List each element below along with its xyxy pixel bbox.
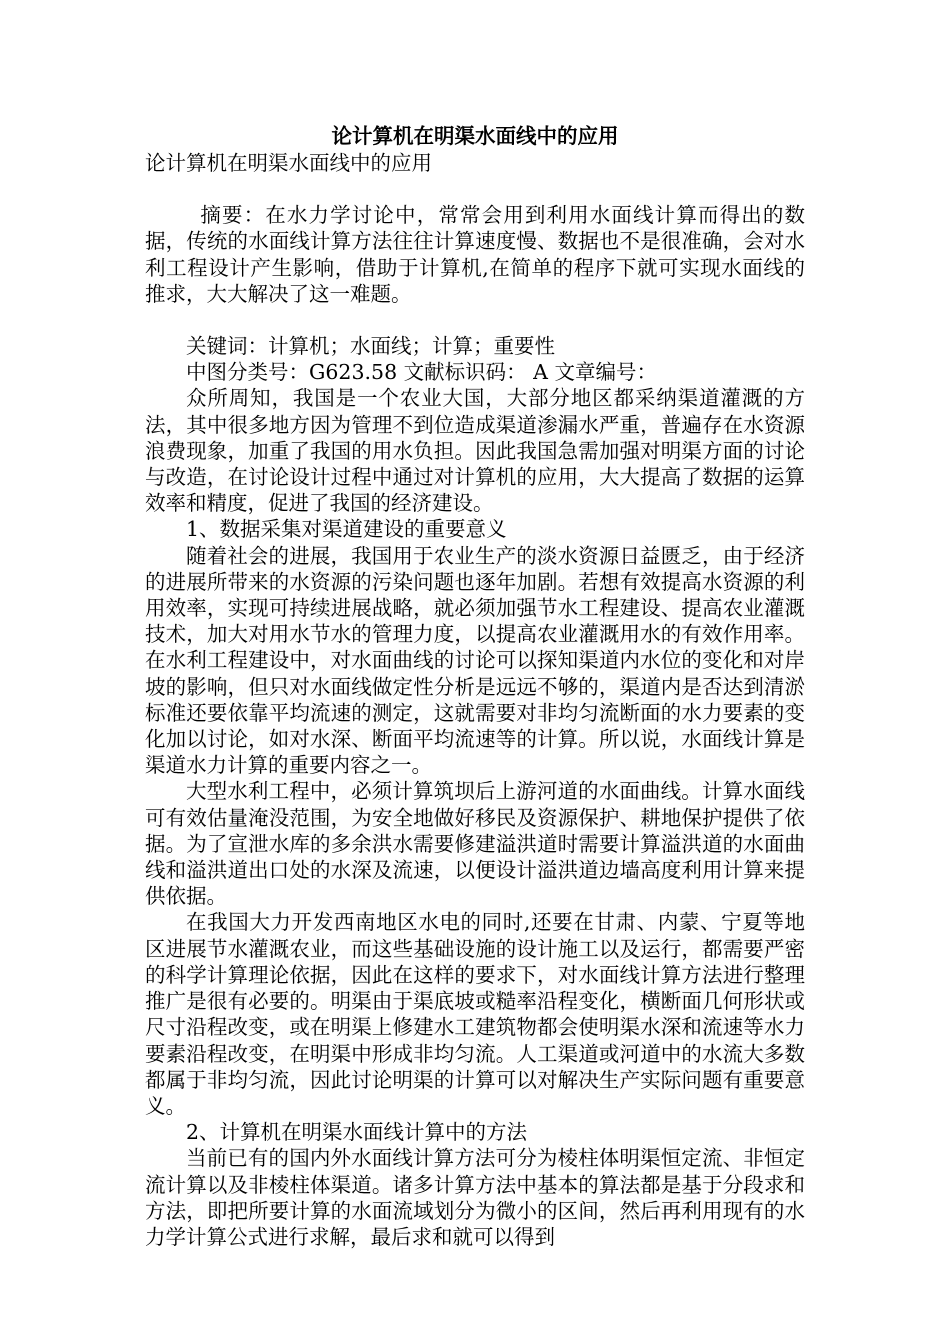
document-subtitle: 论计算机在明渠水面线中的应用 [145,151,432,175]
section-heading: 1、数据采集对渠道建设的重要意义 [186,517,507,542]
body-paragraph: 众所周知，我国是一个农业大国，大部分地区都采纳渠道灌溉的方法，其中很多地方因为管理不到位造成渠道渗漏水严重，普遍存在水资源浪费现象，加重了我国的用水负担。因此我国急需加强对明渠方面的讨论与改造，在讨论设计过程中通过对计算机的应用，大大提高了数据的运算效率和精度，促进了我国的经济建设。 [145,386,805,516]
body-paragraph: 随着社会的进展，我国用于农业生产的淡水资源日益匮乏，由于经济的进展所带来的水资源的污染问题也逐年加剧。若想有效提高水资源的利用效率，实现可持续进展战略，就必须加强节水工程建设、提高农业灌溉技术，加大对用水节水的管理力度，以提高农业灌溉用水的有效作用率。在水利工程建设中，对水面曲线的讨论可以探知渠道内水位的变化和对岸坡的影响，但只对水面线做定性分析是远远不够的，渠道内是否达到清淤标准还要依靠平均流速的测定，这就需要对非均匀流断面的水力要素的变化加以讨论，如对水深、断面平均流速等的计算。所以说，水面线计算是渠道水力计算的重要内容之一。 [145,543,805,778]
section-heading: 2、计算机在明渠水面线计算中的方法 [186,1120,528,1145]
document-page [145,122,805,1250]
blank-line [145,176,805,202]
blank-line [145,307,805,333]
classification-line: 中图分类号：G623.58 文献标识码： A 文章编号： [186,360,657,385]
body-paragraph: 当前已有的国内外水面线计算方法可分为棱柱体明渠恒定流、非恒定流计算以及非棱柱体渠道。诸多计算方法中基本的算法都是基于分段求和方法，即把所要计算的水面流域划分为微小的区间，然后再利用现有的水力学计算公式进行求解，最后求和就可以得到 [145,1146,805,1249]
document-title: 论计算机在明渠水面线中的应用 [331,124,619,148]
abstract-paragraph: 摘要：在水力学讨论中，常常会用到利用水面线计算而得出的数据，传统的水面线计算方法往往计算速度慢、数据也不是很准确，会对水利工程设计产生影响，借助于计算机,在简单的程序下就可实现水面线的推求，大大解决了这一难题。 [145,203,805,306]
keywords-line: 关键词：计算机；水面线；计算；重要性 [186,334,555,359]
body-paragraph: 在我国大力开发西南地区水电的同时,还要在甘肃、内蒙、宁夏等地区进展节水灌溉农业，而这些基础设施的设计施工以及运行，都需要严密的科学计算理论依据，因此在这样的要求下，对水面线计算方法进行整理推广是很有必要的。明渠由于渠底坡或糙率沿程变化，横断面几何形状或尺寸沿程改变，或在明渠上修建水工建筑物都会使明渠水深和流速等水力要素沿程改变，在明渠中形成非均匀流。人工渠道或河道中的水流大多数都属于非均匀流，因此讨论明渠的计算可以对解决生产实际问题有重要意义。 [145,910,805,1118]
body-paragraph: 大型水利工程中，必须计算筑坝后上游河道的水面曲线。计算水面线可有效估量淹没范围，为安全地做好移民及资源保护、耕地保护提供了依据。为了宣泄水库的多余洪水需要修建溢洪道时需要计算溢洪道的水面曲线和溢洪道出口处的水深及流速，以便设计溢洪道边墙高度利用计算来提供依据。 [145,779,805,909]
